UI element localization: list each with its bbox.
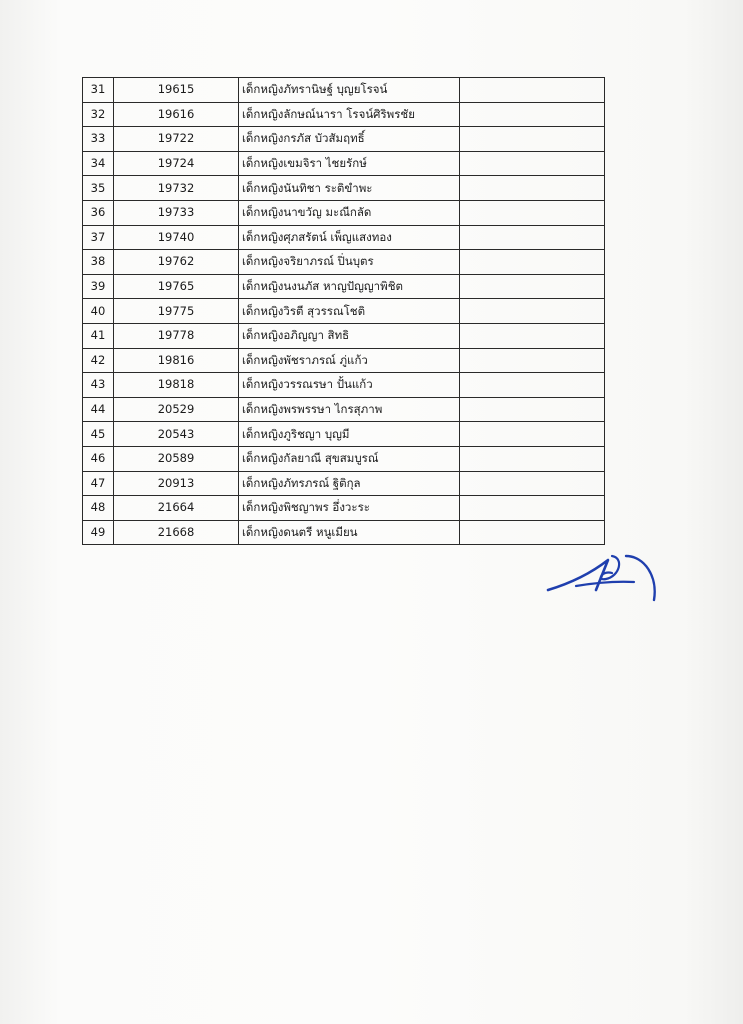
- student-id-cell: 21664: [114, 496, 239, 521]
- student-id-cell: 20529: [114, 397, 239, 422]
- student-name-cell: เด็กหญิงนาขวัญ มะณีกลัด: [239, 200, 460, 225]
- row-number-cell: 35: [83, 176, 114, 201]
- remarks-cell: [460, 78, 605, 103]
- roster-body: [83, 78, 605, 545]
- table-row: [83, 520, 605, 545]
- table-row: [83, 446, 605, 471]
- student-name-cell: เด็กหญิงอภิญญา สิทธิ: [239, 323, 460, 348]
- student-id-cell: 19724: [114, 151, 239, 176]
- row-number-cell: 47: [83, 471, 114, 496]
- student-name-cell: เด็กหญิงวิรตี สุวรรณโชติ: [239, 299, 460, 324]
- remarks-cell: [460, 299, 605, 324]
- student-id-cell: 19615: [114, 78, 239, 103]
- row-number-cell: 32: [83, 102, 114, 127]
- row-number-cell: 43: [83, 373, 114, 398]
- row-number-cell: 40: [83, 299, 114, 324]
- remarks-cell: [460, 274, 605, 299]
- remarks-cell: [460, 520, 605, 545]
- remarks-cell: [460, 446, 605, 471]
- table-row: [83, 422, 605, 447]
- remarks-cell: [460, 373, 605, 398]
- row-number-cell: 33: [83, 127, 114, 152]
- row-number-cell: 37: [83, 225, 114, 250]
- remarks-cell: [460, 250, 605, 275]
- student-name-cell: เด็กหญิงศุภสรัตน์ เพ็ญแสงทอง: [239, 225, 460, 250]
- remarks-cell: [460, 397, 605, 422]
- table-row: [83, 397, 605, 422]
- student-name-cell: เด็กหญิงกรภัส บัวสัมฤทธิ์: [239, 127, 460, 152]
- student-name-cell: เด็กหญิงพรพรรษา ไกรสุภาพ: [239, 397, 460, 422]
- table-row: [83, 496, 605, 521]
- row-number-cell: 39: [83, 274, 114, 299]
- table-row: [83, 102, 605, 127]
- row-number-cell: 44: [83, 397, 114, 422]
- row-number-cell: 41: [83, 323, 114, 348]
- student-name-cell: เด็กหญิงเขมจิรา ไชยรักษ์: [239, 151, 460, 176]
- student-name-cell: เด็กหญิงจริยาภรณ์ ปิ่นบุตร: [239, 250, 460, 275]
- table-row: [83, 78, 605, 103]
- student-name-cell: เด็กหญิงดนตรี หนูเมียน: [239, 520, 460, 545]
- row-number-cell: 48: [83, 496, 114, 521]
- remarks-cell: [460, 496, 605, 521]
- table-row: [83, 200, 605, 225]
- table-row: [83, 274, 605, 299]
- student-name-cell: เด็กหญิงพิชญาพร อึ่งวะระ: [239, 496, 460, 521]
- row-number-cell: 49: [83, 520, 114, 545]
- student-id-cell: 19616: [114, 102, 239, 127]
- student-id-cell: 19816: [114, 348, 239, 373]
- remarks-cell: [460, 422, 605, 447]
- table-row: [83, 250, 605, 275]
- student-id-cell: 19762: [114, 250, 239, 275]
- student-name-cell: เด็กหญิงกัลยาณี สุขสมบูรณ์: [239, 446, 460, 471]
- remarks-cell: [460, 176, 605, 201]
- row-number-cell: 45: [83, 422, 114, 447]
- student-name-cell: เด็กหญิงนงนภัส หาญปัญญาพิชิต: [239, 274, 460, 299]
- table-row: [83, 151, 605, 176]
- remarks-cell: [460, 127, 605, 152]
- student-name-cell: เด็กหญิงวรรณรษา ปั้นแก้ว: [239, 373, 460, 398]
- student-name-cell: เด็กหญิงภัทรานิษฐ์ บุญยโรจน์: [239, 78, 460, 103]
- remarks-cell: [460, 151, 605, 176]
- student-id-cell: 19818: [114, 373, 239, 398]
- remarks-cell: [460, 200, 605, 225]
- signature-mark: [546, 546, 662, 606]
- row-number-cell: 46: [83, 446, 114, 471]
- student-id-cell: 20913: [114, 471, 239, 496]
- row-number-cell: 36: [83, 200, 114, 225]
- table-row: [83, 323, 605, 348]
- student-id-cell: 19733: [114, 200, 239, 225]
- table-row: [83, 348, 605, 373]
- student-name-cell: เด็กหญิงนันทิชา ระติขำพะ: [239, 176, 460, 201]
- row-number-cell: 34: [83, 151, 114, 176]
- student-name-cell: เด็กหญิงพัชราภรณ์ ภู่แก้ว: [239, 348, 460, 373]
- row-number-cell: 31: [83, 78, 114, 103]
- remarks-cell: [460, 323, 605, 348]
- student-roster-table: [82, 77, 605, 545]
- student-id-cell: 20543: [114, 422, 239, 447]
- table-row: [83, 225, 605, 250]
- student-id-cell: 19778: [114, 323, 239, 348]
- remarks-cell: [460, 471, 605, 496]
- student-name-cell: เด็กหญิงภัทรภรณ์ ฐิติกุล: [239, 471, 460, 496]
- table-row: [83, 176, 605, 201]
- student-id-cell: 19740: [114, 225, 239, 250]
- row-number-cell: 42: [83, 348, 114, 373]
- student-name-cell: เด็กหญิงลักษณ์นารา โรจน์ศิริพรชัย: [239, 102, 460, 127]
- student-id-cell: 19775: [114, 299, 239, 324]
- student-name-cell: เด็กหญิงภูริชญา บุญมี: [239, 422, 460, 447]
- table-row: [83, 373, 605, 398]
- student-id-cell: 21668: [114, 520, 239, 545]
- row-number-cell: 38: [83, 250, 114, 275]
- student-id-cell: 19732: [114, 176, 239, 201]
- student-id-cell: 19722: [114, 127, 239, 152]
- remarks-cell: [460, 225, 605, 250]
- remarks-cell: [460, 102, 605, 127]
- table-row: [83, 471, 605, 496]
- remarks-cell: [460, 348, 605, 373]
- table-row: [83, 299, 605, 324]
- student-id-cell: 19765: [114, 274, 239, 299]
- table-row: [83, 127, 605, 152]
- student-id-cell: 20589: [114, 446, 239, 471]
